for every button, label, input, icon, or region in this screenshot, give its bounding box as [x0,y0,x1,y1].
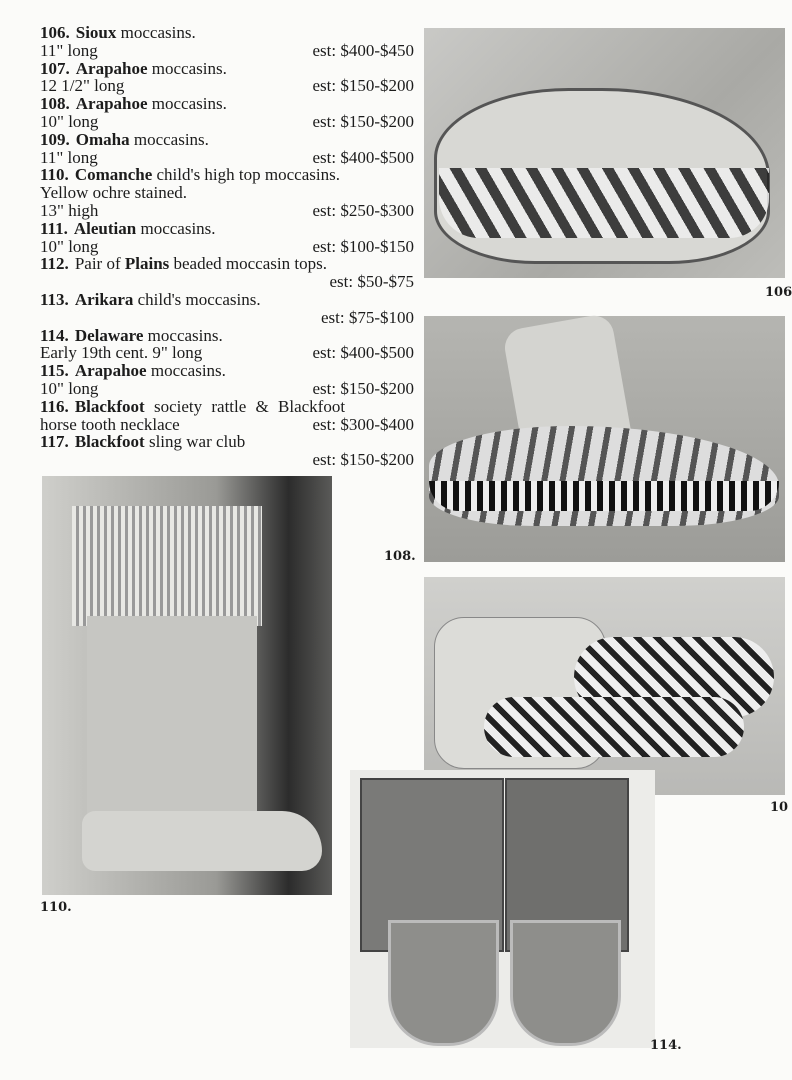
entry-heading [40,327,414,345]
estimate: est: $400-$450 [312,40,414,60]
entry-description: moccasins. [147,58,227,78]
entry-heading [40,398,414,416]
entry-size: Early 19th cent. 9" long [40,343,203,363]
tribe-name: Comanche [74,165,153,185]
lot-number: 114. [40,325,69,345]
entry-heading [40,60,414,78]
entry-size: 10" long [40,236,99,256]
entry-detail-line [40,273,414,291]
tribe-name: Blackfoot [74,396,145,416]
tribe-name: Arikara [74,289,134,309]
entry-description: beaded moccasin tops. [169,254,327,274]
entry-description: sling war club [144,432,246,452]
entry-description: society rattle & Blackfoot [144,396,346,416]
entry-heading [40,24,414,42]
estimate: est: $150-$200 [312,111,414,131]
entry-heading [40,255,414,273]
tribe-name: Omaha [75,129,130,149]
entry-detail-line [40,309,414,327]
estimate: est: $50-$75 [329,272,414,292]
entry-heading [40,220,414,238]
entry-size: 11" long [40,40,98,60]
entry-description: moccasins. [143,325,223,345]
lot-number: 112. [40,254,69,274]
estimate: est: $400-$500 [312,147,414,167]
estimate: est: $150-$200 [312,450,414,470]
tribe-name: Sioux [75,23,117,42]
tribe-name: Arapahoe [75,58,148,78]
caption-108: 108. [384,549,416,564]
entry-detail-line [40,149,414,167]
lot-number: 108. [40,94,70,114]
entry-heading [40,291,414,309]
estimate: est: $150-$200 [312,76,414,96]
photo-110-comanche-high-top-moccasins [42,476,332,895]
entry-size: 10" long [40,378,99,398]
entry-size: horse tooth necklace [40,414,180,434]
estimate: est: $250-$300 [312,200,414,220]
tribe-name: Delaware [74,325,144,345]
photo-109-omaha-moccasins [424,577,785,795]
entry-detail-line [40,344,414,362]
estimate: est: $75-$100 [320,307,414,327]
lot-number: 107. [40,58,70,78]
entry-size: 13" high [40,200,99,220]
photo-106-sioux-moccasins [424,28,785,278]
entry-detail-line [40,77,414,95]
caption-109: 10 [770,800,789,815]
entry-description: child's moccasins. [133,289,261,309]
caption-114: 114. [650,1038,682,1053]
entry-prefix: Pair of [74,254,125,274]
lot-number: 113. [40,289,69,309]
lot-number: 109. [40,129,70,149]
entry-heading [40,166,414,184]
caption-110: 110. [40,900,72,915]
entry-detail-line [40,238,414,256]
entry-heading [40,95,414,113]
entry-detail-line [40,42,414,60]
estimate: est: $100-$150 [312,236,414,256]
entry-heading [40,131,414,149]
tribe-name: Aleutian [73,218,137,238]
entry-detail-line [40,451,414,469]
lot-number: 111. [40,218,68,238]
entry-description: moccasins. [146,361,226,381]
photo-114-delaware-moccasins [350,770,655,1048]
tribe-name: Blackfoot [74,432,145,452]
tribe-name: Plains [124,254,170,274]
entry-description: moccasins. [129,129,209,149]
entry-description: moccasins. [116,23,196,42]
estimate: est: $150-$200 [312,378,414,398]
lot-number: 106. [40,23,70,42]
tribe-name: Arapahoe [75,94,148,114]
catalog-listing [40,24,414,469]
entry-size: 11" long [40,147,98,167]
lot-number: 117. [40,432,69,452]
entry-heading [40,362,414,380]
estimate: est: $300-$400 [312,414,414,434]
entry-detail-line [40,113,414,131]
lot-number: 115. [40,361,69,381]
entry-description: moccasins. [136,218,216,238]
entry-description: moccasins. [147,94,227,114]
entry-heading [40,433,414,451]
lot-number: 116. [40,396,69,416]
caption-106: 106 [765,285,792,300]
photo-108-arapahoe-moccasins [424,316,785,562]
entry-size: 10" long [40,111,99,131]
estimate: est: $400-$500 [312,343,414,363]
entry-size: 12 1/2" long [40,76,125,96]
tribe-name: Arapahoe [74,361,147,381]
entry-detail-line [40,380,414,398]
entry-detail-line [40,416,414,434]
entry-note: Yellow ochre stained. [40,183,187,203]
entry-detail-line [40,202,414,220]
lot-number: 110. [40,165,69,185]
entry-description: child's high top moccasins. [152,165,340,185]
